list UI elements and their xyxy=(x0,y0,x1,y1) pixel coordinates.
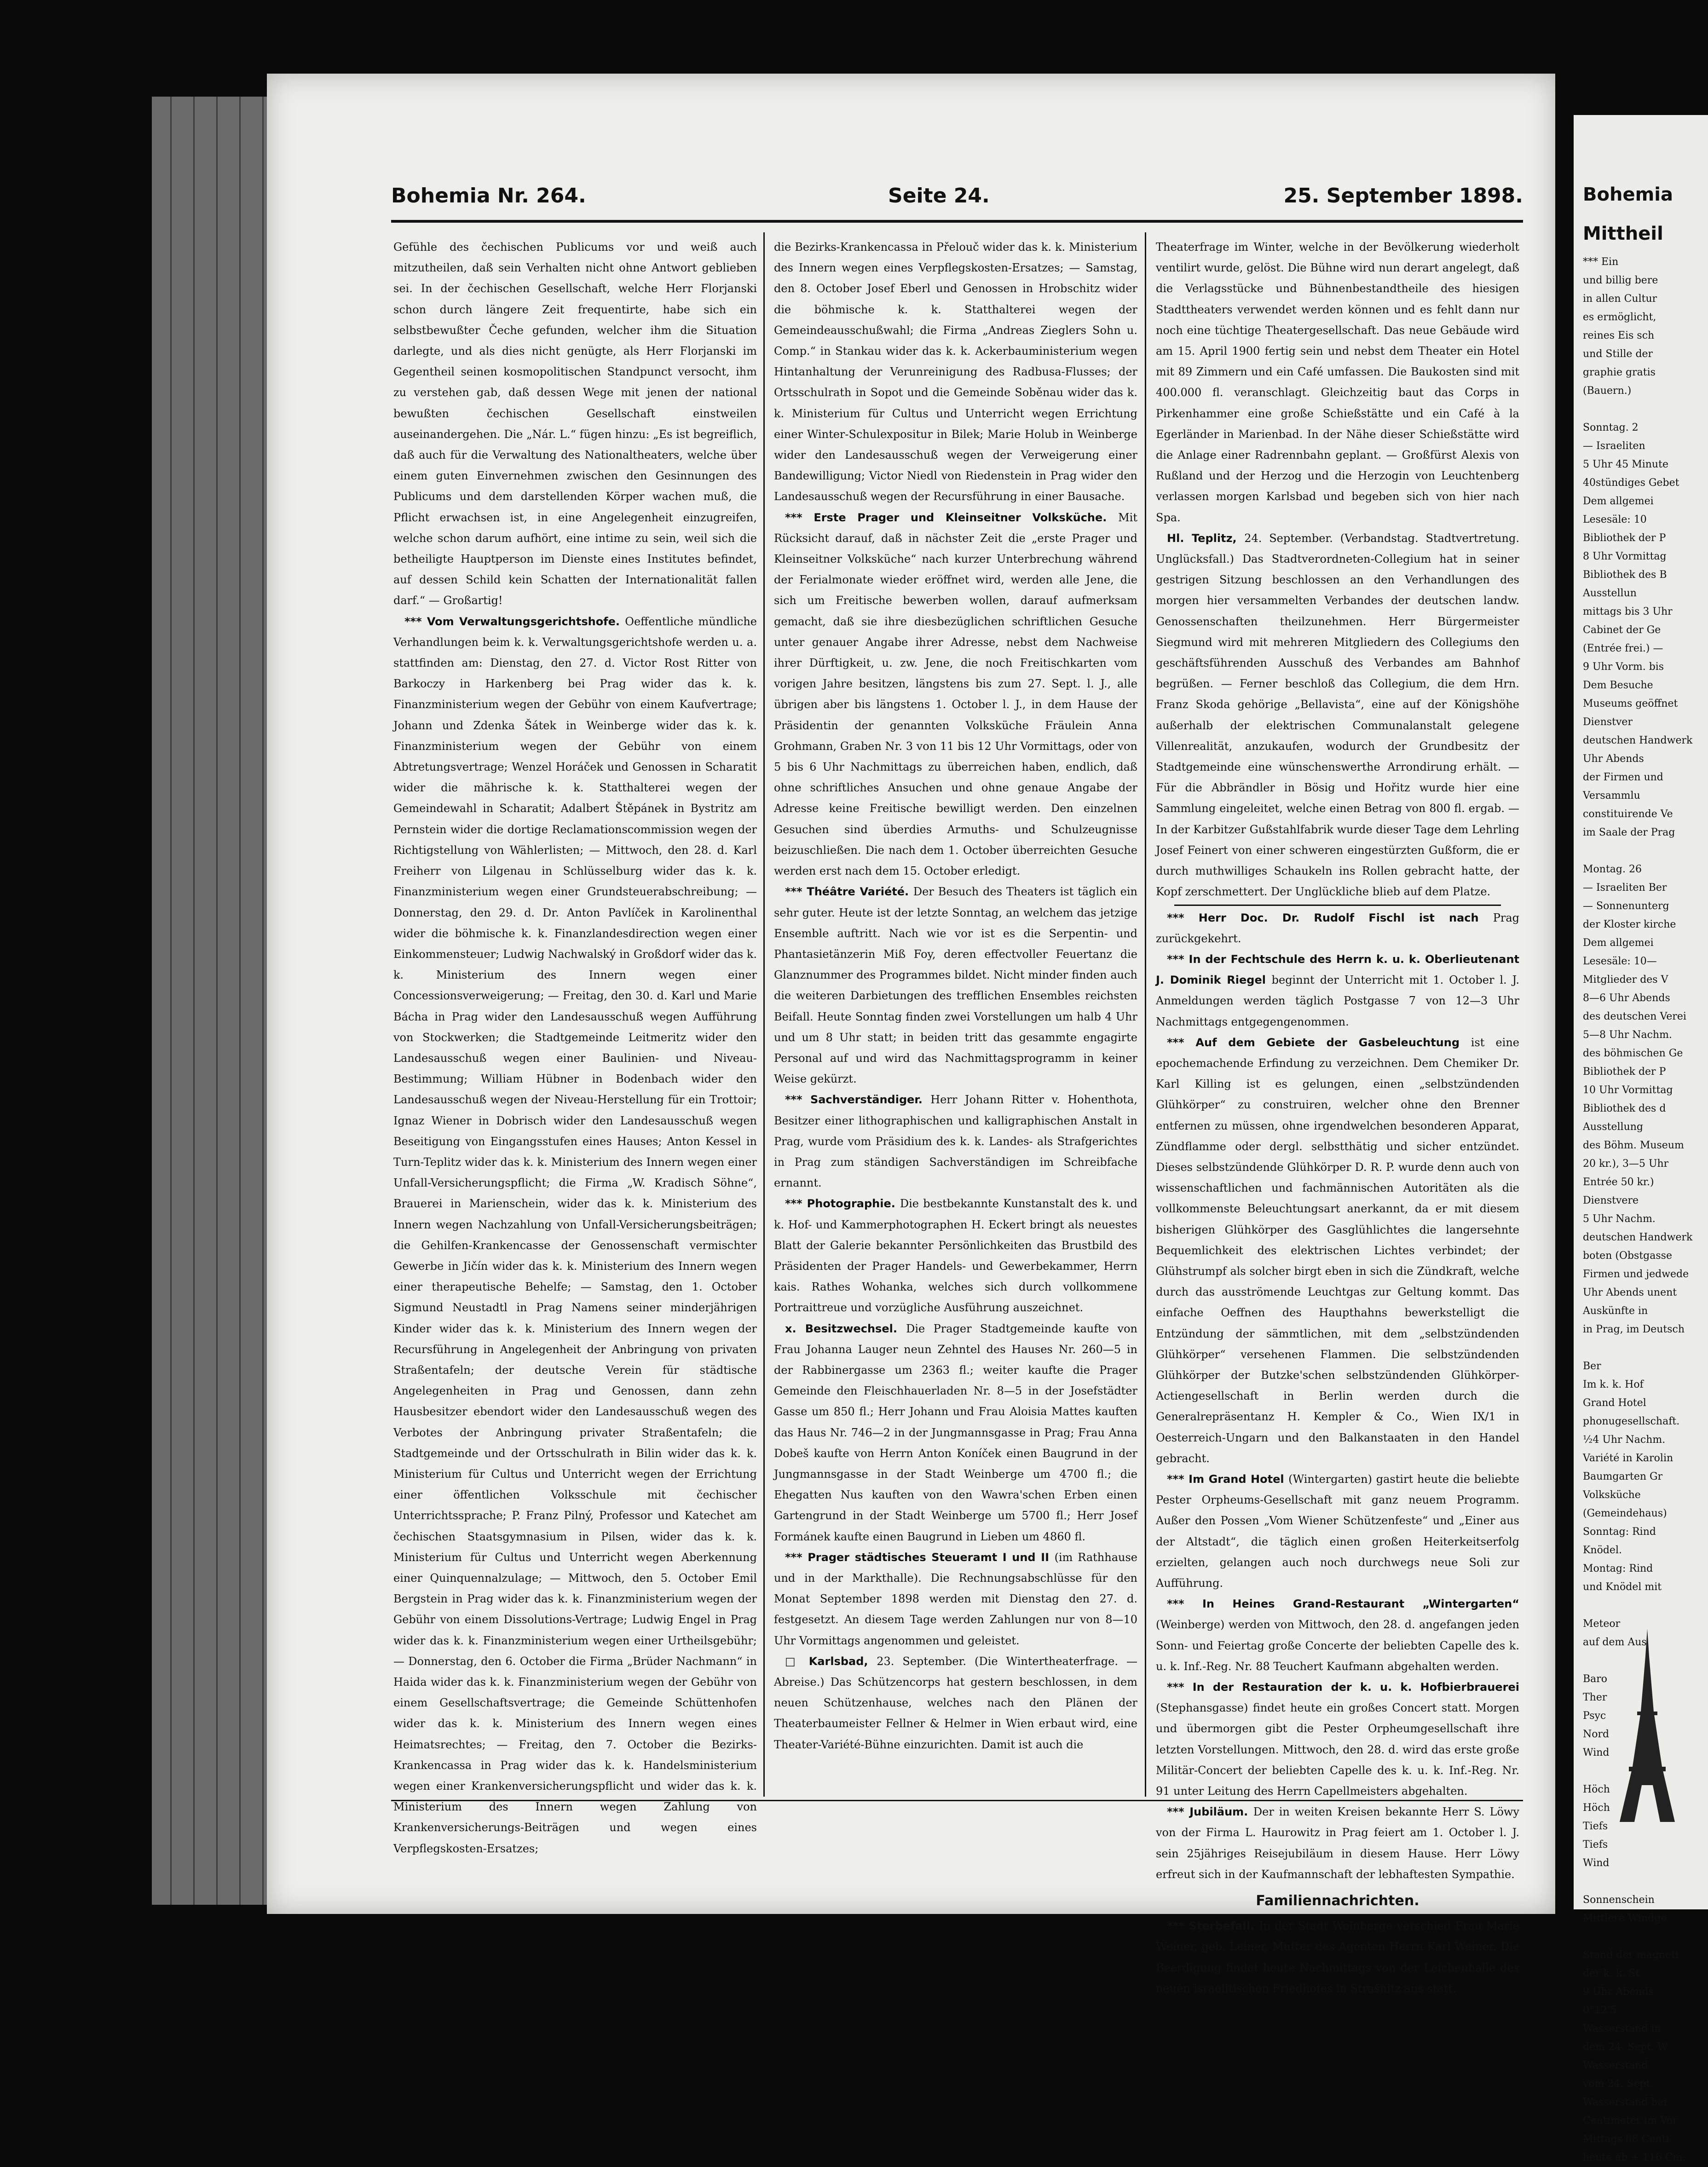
article-heading: □ Karlsbad, xyxy=(785,1654,877,1668)
article-paragraph xyxy=(1156,1916,1519,1999)
article-heading: *** In der Fechtschule des Herrn k. u. k. Oberlieutenant J. Dominik Riegel xyxy=(1156,952,1519,987)
adjacent-line: Psyc xyxy=(1583,1710,1606,1722)
article-paragraph xyxy=(1156,908,1519,949)
header-date: 25. September 1898. xyxy=(1283,184,1523,207)
article-body: beginnt der Unterricht mit 1. October l. J. Anmeldungen werden täglich Postgasse 7 von 12—3 Uhr Nachmittags entgegengenommen. xyxy=(1156,974,1519,1028)
adjacent-line: heute ab + 116 Cm. xyxy=(1583,2152,1686,2163)
article-body: Mit Rücksicht darauf, daß in nächster Zeit die „erste Prager und Kleinseitner Volksküche“ nach kurzer Unterbrechung während der Ferialmonate wieder eröffnet wird, werden alle Jene, die sich um Freitische bewerben wollen, darauf aufmerksam gemacht, daß sie ihre diesbezüglichen schriftlichen Gesuche unter genauer Angabe ihrer Adresse, nebst dem Nachweise ihrer Dürftigkeit, u. zw. Jene, die noch Freitischkarten vom vorigen Jahre besitzen, längstens bis zum 27. Sept. l. J., alle übrigen aber bis längstens 1. October l. J., in dem Hause der Präsidentin der genannten Volksküche Fräulein Anna Grohmann, Graben Nr. 3 von 11 bis 12 Uhr Vormittags, oder von 5 bis 6 Uhr Nachmittags zu überreichen haben, endlich, daß ohne schriftliches Ansuchen und ohne genaue Angabe der Adresse keine Freitische bewilligt werden. Den einzelnen Gesuchen sind überdies Armuths- und Schulzeugnisse beizuschließen. Die nach dem 1. October überreichten Gesuche werden erst nach dem 15. October erledigt. xyxy=(774,511,1137,878)
adjacent-line: dem 24. Sept. W xyxy=(1583,2041,1668,2053)
adjacent-line: Mittags 88 Centi xyxy=(1583,2133,1669,2145)
adjacent-line: Bibliothek der P xyxy=(1583,532,1666,544)
article-body: (im Rathhause und in der Markthalle). Die Rechnungsabschlüsse für den Monat September 1898 werden mit Dienstag den 27. d. festgesetzt. An diesem Tage werden Zahlungen nur von 8—10 Uhr Vormittags angenommen und geleistet. xyxy=(774,1550,1137,1647)
adjacent-line: und billig bere xyxy=(1583,275,1658,286)
adjacent-line: Versammlu xyxy=(1583,790,1640,801)
article-body: Gefühle des čechischen Publicums vor und weiß auch mitzutheilen, daß sein Verhalten nicht ohne Antwort geblieben sei. In der čechischen Gesellschaft, welche Herr Florjanski schon durch längere Zeit frequentirte, habe sich ein selbstbewußter Čeche gefunden, welcher ihm die Situation darlegte, und als dies nicht genügte, als Herr Florjanski im Gegentheil seinen kosmopolitischen Standpunct versocht, ihm zu verstehen gab, daß dessen Wege mit jenen der national bewußten čechischen Gesellschaft einstweilen auseinandergehen. Die „Nár. L.“ fügen hinzu: „Es ist begreiflich, daß auch für die Verwaltung des Nationaltheaters, welche über einem guten Einvernehmen zwischen den Gesinnungen des Publicums und dem darstellenden Körper wachen muß, die Pflicht erwachsen ist, in eine Angelegenheit einzugreifen, welche schon darum aufhört, eine intime zu sein, weil sich die betheiligte Hauptperson im Dienste eines Institutes befindet, auf dessen Schild kein Schatten der Internationalität fallen darf.“ — Großartig! xyxy=(393,241,757,607)
article-body: 24. September. (Verbandstag. Stadtvertretung. Unglücksfall.) Das Stadtverordneten-Collegium hat in seiner gestrigen Sitzung beschlossen an den Verhandlungen des morgen hier versammelten Verbandes der deutschen landw. Genossenschaften theilzunehmen. Herr Bürgermeister Siegmund wird mit mehreren Mitgliedern des Collegiums den geschäftsführenden Ausschuß des Verbandes am Bahnhof begrüßen. — Ferner beschloß das Collegium, die dem Hrn. Franz Skoda gehörige „Bellavista“, eine auf der Königshöhe außerhalb der elektrischen Communalanstalt gelegene Villenrealität, anzukaufen, wodurch der Grundbesitz der Stadtgemeinde eine wünschenswerthe Arrondirung erhält. — Für die Abbrändler in Bösig und Hořitz wurde hier eine Sammlung eingeleitet, welche einen Betrag von 800 fl. ergab. — In der Karbitzer Gußstahlfabrik wurde dieser Tage dem Lehrling Josef Feinert von einer schweren eingestürzten Gußform, die er durch muthwilliges Schaukeln ins Rollen gebracht hatte, der Kopf zerschmettert. Der Unglückliche blieb auf dem Platze. xyxy=(1156,531,1519,899)
column-divider-2 xyxy=(1145,232,1146,1797)
article-heading: *** Photographie. xyxy=(785,1197,900,1210)
section-heading: Familiennachrichten. xyxy=(1256,1893,1419,1909)
adjacent-line: es ermöglicht, xyxy=(1583,311,1656,323)
adjacent-line: deutschen Handwerk xyxy=(1583,735,1693,746)
article-body: 23. September. (Die Wintertheaterfrage. — Abreise.) Das Schützencorps hat gestern beschlossen, in dem neuen Schützenhause, welches nach den Plänen der Theaterbaumeister Fellner & Helmer in Wien erbaut wird, eine Theater-Variété-Bühne einzurichten. Damit ist auch die xyxy=(774,1654,1137,1751)
article-paragraph xyxy=(1156,1469,1519,1594)
adjacent-line: Ther xyxy=(1583,1692,1607,1703)
article-body: (Stephansgasse) findet heute ein großes Concert statt. Morgen und übermorgen gibt die Pester Orpheumgesellschaft ihre letzten Vorstellungen. Mittwoch, den 28. d. wird das erste große Militär-Concert der beliebten Capelle des k. u. k. Inf.-Reg. Nr. 91 unter Leitung des Herrn Capellmeisters abgehalten. xyxy=(1156,1701,1519,1798)
column-1 xyxy=(393,237,757,1855)
article-body: In der Stadt Weinberge verschied Frau Marie Weiner, geb. Leiner, Mutter des Agenten Herrn Karl Weiner. Die Beerdigung findet heute Nachmittags von der Leichenhalle des neuen israelitischen Friedhofes in Strašnitz aus statt. xyxy=(1156,1919,1519,1995)
adjacent-line: Dem Besuche xyxy=(1583,680,1653,691)
adjacent-line: Dienstver xyxy=(1583,716,1633,728)
adjacent-line: 5—8 Uhr Nachm. xyxy=(1583,1029,1672,1041)
adjacent-line: Baumgarten Gr xyxy=(1583,1471,1663,1482)
header-page-number: Seite 24. xyxy=(888,184,990,207)
article-paragraph xyxy=(774,1193,1137,1318)
article-paragraph xyxy=(1156,1677,1519,1802)
adjacent-line: Museums geöffnet xyxy=(1583,698,1678,709)
article-paragraph xyxy=(1156,949,1519,1032)
header-rule xyxy=(391,220,1523,223)
adjacent-line: Bibliothek des d xyxy=(1583,1103,1666,1114)
adjacent-line: Ausstellung xyxy=(1583,1121,1643,1133)
adjacent-line: Dienstvere xyxy=(1583,1195,1639,1206)
article-paragraph xyxy=(774,882,1137,1089)
article-paragraph xyxy=(1156,1802,1519,1885)
article-paragraph xyxy=(774,1651,1137,1755)
article-body: die Bezirks-Krankencassa in Přelouč wider das k. k. Ministerium des Innern wegen eines Verpflegskosten-Ersatzes; — Samstag, den 8. October Josef Eberl und Genossen in Hrobschitz wider die böhmische k. k. Statthalterei wegen der Gemeindeausschußwahl; die Firma „Andreas Zieglers Sohn u. Comp.“ in Stankau wider das k. k. Ackerbauministerium wegen Hintanhaltung der Verunreinigung des Radbusa-Flusses; der Ortsschulrath in Sopot und die Gemeinde Soběnau wider das k. k. Ministerium für Cultus und Unterricht wegen Errichtung einer Winter-Schulexpositur in Bilek; Marie Holub in Weinberge wider den Landesausschuß wegen der Verweigerung einer Bandewilligung; Victor Niedl von Riedenstein in Prag wider den Landesausschuß wegen der Recursführung in einer Bausache. xyxy=(774,241,1137,503)
article-paragraph xyxy=(393,237,757,611)
adjacent-line: Cabinet der Ge xyxy=(1583,624,1661,636)
adjacent-line: reines Eis sch xyxy=(1583,330,1655,341)
adjacent-line: Uhr Abends unent xyxy=(1583,1287,1677,1298)
adjacent-line: (Entrée frei.) — xyxy=(1583,643,1663,654)
adjacent-line: mittags bis 3 Uhr xyxy=(1583,606,1673,617)
header-title: Bohemia Nr. 264. xyxy=(391,184,586,207)
adjacent-line: und Stille der xyxy=(1583,348,1653,360)
article-body: Herr Johann Ritter v. Hohenthota, Besitzer einer lithographischen und kalligraphischen Anstalt in Prag, wurde vom Präsidium des k. k. Landes- als Strafgerichtes in Prag zum ständigen Sachverständigen im Schreibfache ernannt. xyxy=(774,1093,1137,1190)
article-heading: *** Vom Verwaltungsgerichtshofe. xyxy=(404,615,625,628)
adjacent-line: 0°12'5 xyxy=(1583,2005,1617,2016)
adjacent-line: Sonntag: Rind xyxy=(1583,1526,1656,1538)
adjacent-line: des böhmischen Ge xyxy=(1583,1048,1683,1059)
adjacent-line: Stand der magneti xyxy=(1583,1949,1679,1961)
article-heading: x. Besitzwechsel. xyxy=(785,1322,906,1335)
adjacent-text xyxy=(1583,253,1707,2167)
newspaper-page xyxy=(267,74,1555,1995)
eiffel-tower-illustration xyxy=(1620,1629,1675,1822)
adjacent-line xyxy=(1583,400,1707,419)
article-heading: *** Prager städtisches Steueramt I und II xyxy=(785,1550,1055,1564)
article-paragraph xyxy=(1156,1594,1519,1677)
adjacent-line: Auskünfte in xyxy=(1583,1305,1648,1317)
article-paragraph xyxy=(393,611,757,1859)
page-header xyxy=(391,184,1523,221)
adjacent-line: Volksküche xyxy=(1583,1489,1641,1501)
column-divider-1 xyxy=(763,232,765,1797)
article-paragraph xyxy=(774,507,1137,882)
article-divider xyxy=(1174,905,1501,906)
article-body: Der in weiten Kreisen bekannte Herr S. Löwy von der Firma L. Haurowitz in Prag feiert am 1. October l. J. sein 25jähriges Reisejubiläum in diesem Hause. Herr Löwy erfreut sich in der Kaufmannschaft der lebhaftesten Sympathie. xyxy=(1156,1805,1519,1881)
adjacent-line: Baro xyxy=(1583,1673,1608,1685)
adjacent-header: Bohemia xyxy=(1583,184,1673,205)
adjacent-line: Nord xyxy=(1583,1729,1610,1740)
adjacent-line: 9 Uhr Vorm. bis xyxy=(1583,661,1664,673)
article-paragraph xyxy=(1156,237,1519,528)
adjacent-line: Ber xyxy=(1583,1360,1601,1372)
article-paragraph xyxy=(774,1319,1137,1547)
adjacent-line: Wind xyxy=(1583,1857,1610,1869)
adjacent-line: der Firmen und xyxy=(1583,772,1663,783)
adjacent-line: auf dem Aus xyxy=(1583,1637,1647,1648)
adjacent-line: Im k. k. Hof xyxy=(1583,1379,1644,1390)
adjacent-line: boten (Obstgasse xyxy=(1583,1250,1672,1262)
adjacent-line: deutschen Handwerk xyxy=(1583,1232,1693,1243)
article-heading: *** Erste Prager und Kleinseitner Volksküche. xyxy=(785,511,1119,524)
adjacent-line: Wasserstand in xyxy=(1583,2023,1661,2034)
adjacent-line: in allen Cultur xyxy=(1583,293,1657,305)
adjacent-line: 9 Uhr Abends xyxy=(1583,1986,1654,1998)
article-heading: *** Jubiläum. xyxy=(1167,1805,1253,1819)
adjacent-line: graphie gratis xyxy=(1583,367,1656,378)
article-heading: *** Auf dem Gebiete der Gasbeleuchtung xyxy=(1167,1036,1471,1049)
adjacent-line: der k. k. St xyxy=(1583,1968,1640,1979)
article-body: Die bestbekannte Kunstanstalt des k. und k. Hof- und Kammerphotographen H. Eckert bringt als neuestes Blatt der Galerie bekannter Persönlichkeiten das Brustbild des Präsidenten der Prager Handels- und Gewerbekammer, Herrn kais. Rathes Wohanka, welches sich durch vollkommene Portraittreue und vorzügliche Ausführung auszeichnet. xyxy=(774,1197,1138,1314)
adjacent-line: Mittlere Windge xyxy=(1583,1913,1667,1924)
article-heading: *** Théâtre Variété. xyxy=(785,885,913,899)
article-body: (Wintergarten) gastirt heute die beliebte Pester Orpheums-Gesellschaft mit ganz neuem Programm. Außer den Possen „Vom Wiener Schützenfeste“ und „Einer aus der Altstadt“, die täglich einen großen Heiterkeitserfolg erzielten, gelangen auch noch durchwegs neue Soli zur Aufführung. xyxy=(1156,1472,1520,1590)
adjacent-line: 8—6 Uhr Abends xyxy=(1583,992,1670,1004)
adjacent-line: des Böhm. Museum xyxy=(1583,1140,1684,1151)
adjacent-line: 5 Uhr 45 Minute xyxy=(1583,459,1668,470)
article-heading: *** Im Grand Hotel xyxy=(1167,1472,1289,1486)
adjacent-line: Sonntag. 2 xyxy=(1583,422,1639,433)
adjacent-line: Lesesäle: 10 xyxy=(1583,514,1647,525)
adjacent-line: Bibliothek der P xyxy=(1583,1066,1666,1078)
adjacent-line: — Sonnenunterg xyxy=(1583,900,1669,912)
article-body: Oeffentliche mündliche Verhandlungen beim k. k. Verwaltungsgerichtshofe werden u. a. stattfinden am: Dienstag, den 27. d. Victor Rost Ritter von Barkoczy in Harkenberg bei Prag wider das k. k. Finanzministerium wegen der Gebühr von einem Kaufvertrage; Johann und Zdenka Šátek in Weinberge wider das k. k. Finanzministerium wegen der Gebühr von einem Abtretungsvertrage; Wenzel Horáček und Genossen in Scharatit wider die mährische k. k. Statthalterei wegen der Gemeindewahl in Scharatit; Adalbert Štěpánek in Bystritz am Pernstein wider die dortige Reclamationscommission wegen der Richtigstellung von Wählerlisten; — Mittwoch, den 28. d. Karl Freiherr von Lilgenau in Schlüsselburg wider das k. k. Finanzministerium wegen einer Grundsteuerabschreibung; — Donnerstag, den 29. d. Dr. Anton Pavlíček in Karolinenthal wider die böhmische k. k. Finanzlandesdirection wegen einer Einkommensteuer; Ludwig Nachwalský in Großdorf wider das k. k. Ministerium des Innern wegen einer Concessionsverweigerung; — Freitag, den 30. d. Karl und Marie Bácha in Prag wider den Landesausschuß wegen Aufführung von Stockwerken; die Stadtgemeinde Leitmeritz wider den Landesausschuß wegen einer Baulinien- und Niveau-Bestimmung; William Hübner in Bodenbach wider den Landesausschuß wegen der Niveau-Herstellung für ein Trottoir; Ignaz Wiener in Dobrisch wider den Landesausschuß wegen Beseitigung von Eingangsstufen eines Hauses; Anton Kessel in Turn-Teplitz wider das k. k. Ministerium des Innern wegen einer Unfall-Versicherungspflicht; die Firma „W. Kradisch Söhne“, Brauerei in Marienschein, wider das k. k. Ministerium des Innern wegen Nachzahlung von Unfall-Versicherungsbeiträgen; die Gehilfen-Krankencasse der Genossenschaft vermischter Gewerbe in Jičín wider das k. k. Ministerium des Innern wegen einer therapeutische Behelfe; — Samstag, den 1. October Sigmund Neustadtl in Prag Namens seiner minderjährigen Kinder wider das k. k. Ministerium des Innern wegen der Recursführung in Angelegenheit der Anbringung von privaten Straßentafeln; der deutsche Verein für städtische Angelegenheiten in Prag und Genossen, dann zehn Hausbesitzer ebendort wider den Landesausschuß wegen des Verbotes der Anbringung privater Straßentafeln; die Stadtgemeinde und der Ortsschulrath in Bilin wider das k. k. Ministerium für Cultus und Unterricht wegen der Errichtung einer öffentlichen Volksschule mit čechischer Unterrichtssprache; P. Franz Pilný, Professor und Katechet am čechischen Staatsgymnasium in Pilsen, wider das k. k. Ministerium für Cultus und Unterricht wegen Aberkennung einer Quinquennalzulage; — Mittwoch, den 5. October Emil Bergstein in Prag wider das k. k. Finanzministerium wegen der Gebühr von einem Dissolutions-Vertrage; Ludwig Engel in Prag wider das k. k. Finanzministerium wegen einer Urtheilsgebühr; — Donnerstag, den 6. October die Firma „Brüder Nachmann“ in Haida wider das k. k. Finanzministerium wegen der Gebühr von einem Gesellschaftsvertrage; die Gemeinde Schüttenhofen wider das k. k. Ministerium des Innern wegen eines Heimatsrechtes; — Freitag, den 7. October die Bezirks-Krankencassa in Prag wider das k. k. Handelsministerium wegen einer Krankenversicherungspflicht und wider das k. k. Ministerium des Innern wegen Zahlung von Krankenversicherungs-Beiträgen und wegen eines Verpflegskosten-Ersatzes; xyxy=(393,615,757,1855)
adjacent-line: Ausstellun xyxy=(1583,588,1637,599)
adjacent-line: Lesesäle: 10— xyxy=(1583,956,1657,967)
adjacent-line: des deutschen Verei xyxy=(1583,1011,1686,1022)
article-heading: *** Sachverständiger. xyxy=(785,1093,931,1107)
adjacent-line: Uhr Abends xyxy=(1583,753,1644,765)
adjacent-line: phonugesellschaft. xyxy=(1583,1416,1680,1427)
adjacent-line: 40stündiges Gebet xyxy=(1583,477,1679,489)
adjacent-line: constituirende Ve xyxy=(1583,808,1673,820)
adjacent-line: Variété in Karolin xyxy=(1583,1452,1673,1464)
article-paragraph xyxy=(1156,1032,1519,1469)
article-heading: *** Sterbefall. xyxy=(1167,1919,1259,1933)
adjacent-line: im Saale der Prag xyxy=(1583,827,1675,838)
adjacent-line: Firmen und jedwede xyxy=(1583,1268,1689,1280)
article-heading: *** In der Restauration der k. u. k. Hofbierbrauerei xyxy=(1167,1681,1519,1694)
adjacent-line: Höch xyxy=(1583,1802,1610,1814)
adjacent-line xyxy=(1583,1873,1707,1891)
adjacent-line: — Israeliten Ber xyxy=(1583,882,1667,893)
adjacent-line xyxy=(1583,1596,1707,1615)
adjacent-line: Centimeter im Vor xyxy=(1583,2115,1678,2127)
adjacent-line: Knödel. xyxy=(1583,1545,1622,1556)
article-paragraph xyxy=(774,237,1137,507)
adjacent-line: und Knödel mit xyxy=(1583,1581,1662,1593)
adjacent-line: Grand Hotel xyxy=(1583,1397,1646,1409)
adjacent-line: Dem allgemei xyxy=(1583,496,1654,507)
column-3 xyxy=(1156,237,1520,1995)
article-body: Die Prager Stadtgemeinde kaufte von Frau Johanna Lauger neun Zehntel des Hauses Nr. 260—5 in der Rabbinergasse um 2363 fl.; weiter kaufte die Prager Gemeinde den Fleischhauerladen Nr. 8—5 in der Josefstädter Gasse um 850 fl.; Herr Johann und Frau Aloisia Mattes kauften das Haus Nr. 746—2 in der Jungmannsgasse in Prag; Frau Anna Dobeš kaufte von Herrn Anton Koníček einen Baugrund in der Jungmannsgasse in der Stadt Weinberge um 4700 fl.; die Ehegatten Nus kauften von den Wawra'schen Erben einen Gartengrund in der Stadt Weinberge um 5700 fl.; Herr Josef Formánek kaufte einen Baugrund in Lieben um 4860 fl. xyxy=(774,1322,1137,1543)
column-2 xyxy=(774,237,1137,1797)
adjacent-line: — Israeliten xyxy=(1583,440,1645,452)
article-paragraph xyxy=(1156,528,1519,903)
article-body: Theaterfrage im Winter, welche in der Bevölkerung wiederholt ventilirt wurde, gelöst. Die Bühne wird nun derart angelegt, daß die Verlagsstücke und Bühnenbestandtheile des hiesigen Stadttheaters verwendet werden können und es fehlt dann nur noch eine tüchtige Theatergesellschaft. Das neue Gebäude wird am 15. April 1900 fertig sein und nebst dem Theater ein Hotel mit 89 Zimmern und ein Café umfassen. Die Baukosten sind mit 400.000 fl. veranschlagt. Gleichzeitig baut das Corps in Pirkenhammer eine große Schießstätte und ein Café à la Egerländer in Marienbad. In der Nähe dieser Schießstätte wird die Anlage einer Radrennbahn geplant. — Großfürst Alexis von Rußland und der Herzog und die Herzogin von Leuchtenberg verlassen morgen Karlsbad und begeben sich von hier nach Spa. xyxy=(1156,241,1519,524)
adjacent-line xyxy=(1583,1928,1707,1946)
adjacent-line: der Kloster kirche xyxy=(1583,919,1676,930)
adjacent-line: Montag: Rind xyxy=(1583,1563,1653,1574)
adjacent-line: vom 24. Sept. xyxy=(1583,2078,1654,2090)
book-edge xyxy=(152,97,276,1905)
article-body: Der Besuch des Theaters ist täglich ein sehr guter. Heute ist der letzte Sonntag, an welchem das jetzige Ensemble auftritt. Nach wie vor ist es die Serpentin- und Phantasietänzerin Miß Foy, deren effectvoller Feuertanz die Glanznummer des Programmes bildet. Nicht minder finden auch die weiteren Darbietungen des trefflichen Ensembles reichsten Beifall. Heute Sonntag finden zwei Vorstellungen um halb 4 Uhr und um 8 Uhr statt; in beiden tritt das gesammte engagirte Personal auf und wird das Nachmittagsprogramm in keiner Weise gekürzt. xyxy=(774,885,1137,1086)
adjacent-line: ½4 Uhr Nachm. xyxy=(1583,1434,1666,1446)
article-body: Prag zurückgekehrt. xyxy=(1156,911,1519,945)
adjacent-line: Höch xyxy=(1583,1784,1610,1795)
article-heading: *** Herr Doc. Dr. Rudolf Fischl ist nach xyxy=(1167,911,1493,924)
adjacent-line: 8 Uhr Vormittag xyxy=(1583,551,1667,562)
adjacent-title: Mittheil xyxy=(1583,223,1663,244)
adjacent-line: Wasserstand bei xyxy=(1583,2097,1667,2108)
adjacent-line: 20 kr.), 3—5 Uhr xyxy=(1583,1158,1669,1170)
adjacent-line: Sonnenschein xyxy=(1583,1894,1655,1906)
adjacent-line: Wasserstand xyxy=(1583,2060,1648,2071)
adjacent-line xyxy=(1583,842,1707,860)
adjacent-line: (Bauern.) xyxy=(1583,385,1632,397)
adjacent-line: 10 Uhr Vormittag xyxy=(1583,1084,1673,1096)
adjacent-page xyxy=(1574,115,1708,2163)
article-paragraph xyxy=(774,1089,1137,1193)
article-paragraph xyxy=(774,1547,1137,1651)
article-body: (Weinberge) werden von Mittwoch, den 28. d. angefangen jeden Sonn- und Feiertag große Concerte der beliebten Capelle des k. u. k. Inf.-Reg. Nr. 88 Teuchert Kaufmann abgehalten werden. xyxy=(1156,1618,1519,1673)
article-heading: Hl. Teplitz, xyxy=(1167,531,1245,545)
adjacent-line: Mitglieder des V xyxy=(1583,974,1668,986)
adjacent-line: in Prag, im Deutsch xyxy=(1583,1324,1685,1335)
adjacent-line: (Gemeindehaus) xyxy=(1583,1508,1667,1519)
adjacent-line: Montag. 26 xyxy=(1583,864,1642,875)
adjacent-line: Entrée 50 kr.) xyxy=(1583,1176,1654,1188)
adjacent-line: Wind xyxy=(1583,1747,1610,1758)
adjacent-line: 5 Uhr Nachm. xyxy=(1583,1213,1656,1225)
article-body: ist eine epochemachende Erfindung zu verzeichnen. Dem Chemiker Dr. Karl Killing ist es gelungen, einen „selbstzündenden Glühkörper“ zu construiren, welcher ohne den Brenner entfernen zu müssen, ohne irgendwelchen besonderen Apparat, Zündflamme oder dergl. selbstthätig und sicher entzündet. Dieses selbstzündende Glühkörper D. R. P. wurde denn auch von wissenschaftlichen und fachmännischen Autoritäten als die vollkommenste Beleuchtungsart anerkannt, da er mit diesem bisherigen Glühkörper des Gasglühlichtes die langersehnte Bequemlichkeit des elektrischen Lichtes verbindet; der Glühstrumpf als solcher birgt eben in sich die Zündkraft, welche durch das ausströmende Leuchtgas zur Geltung kommt. Das einfache Oeffnen des Haupthahns bewerkstelligt die Entzündung der sämmtlichen, mit dem „selbstzündenden Glühkörper“ versehenen Flammen. Die selbstzündenden Glühkörper der Butzke'schen selbstzündenden Glühkörper-Actiengesellschaft in Berlin werden durch die Generalrepräsentanz H. Kempler & Co., Wien IX/1 in Oesterreich-Ungarn und den Balkanstaaten in den Handel gebracht. xyxy=(1156,1036,1519,1465)
article-heading: *** In Heines Grand-Restaurant „Wintergarten“ xyxy=(1167,1597,1519,1611)
adjacent-line: Tiefs xyxy=(1583,1821,1608,1832)
adjacent-line: Bibliothek des B xyxy=(1583,569,1667,581)
adjacent-line: *** Ein xyxy=(1583,256,1619,268)
adjacent-line: Tiefs xyxy=(1583,1839,1608,1850)
adjacent-line: Meteor xyxy=(1583,1618,1621,1630)
adjacent-line: Dem allgemei xyxy=(1583,937,1654,949)
adjacent-line xyxy=(1583,1339,1707,1357)
